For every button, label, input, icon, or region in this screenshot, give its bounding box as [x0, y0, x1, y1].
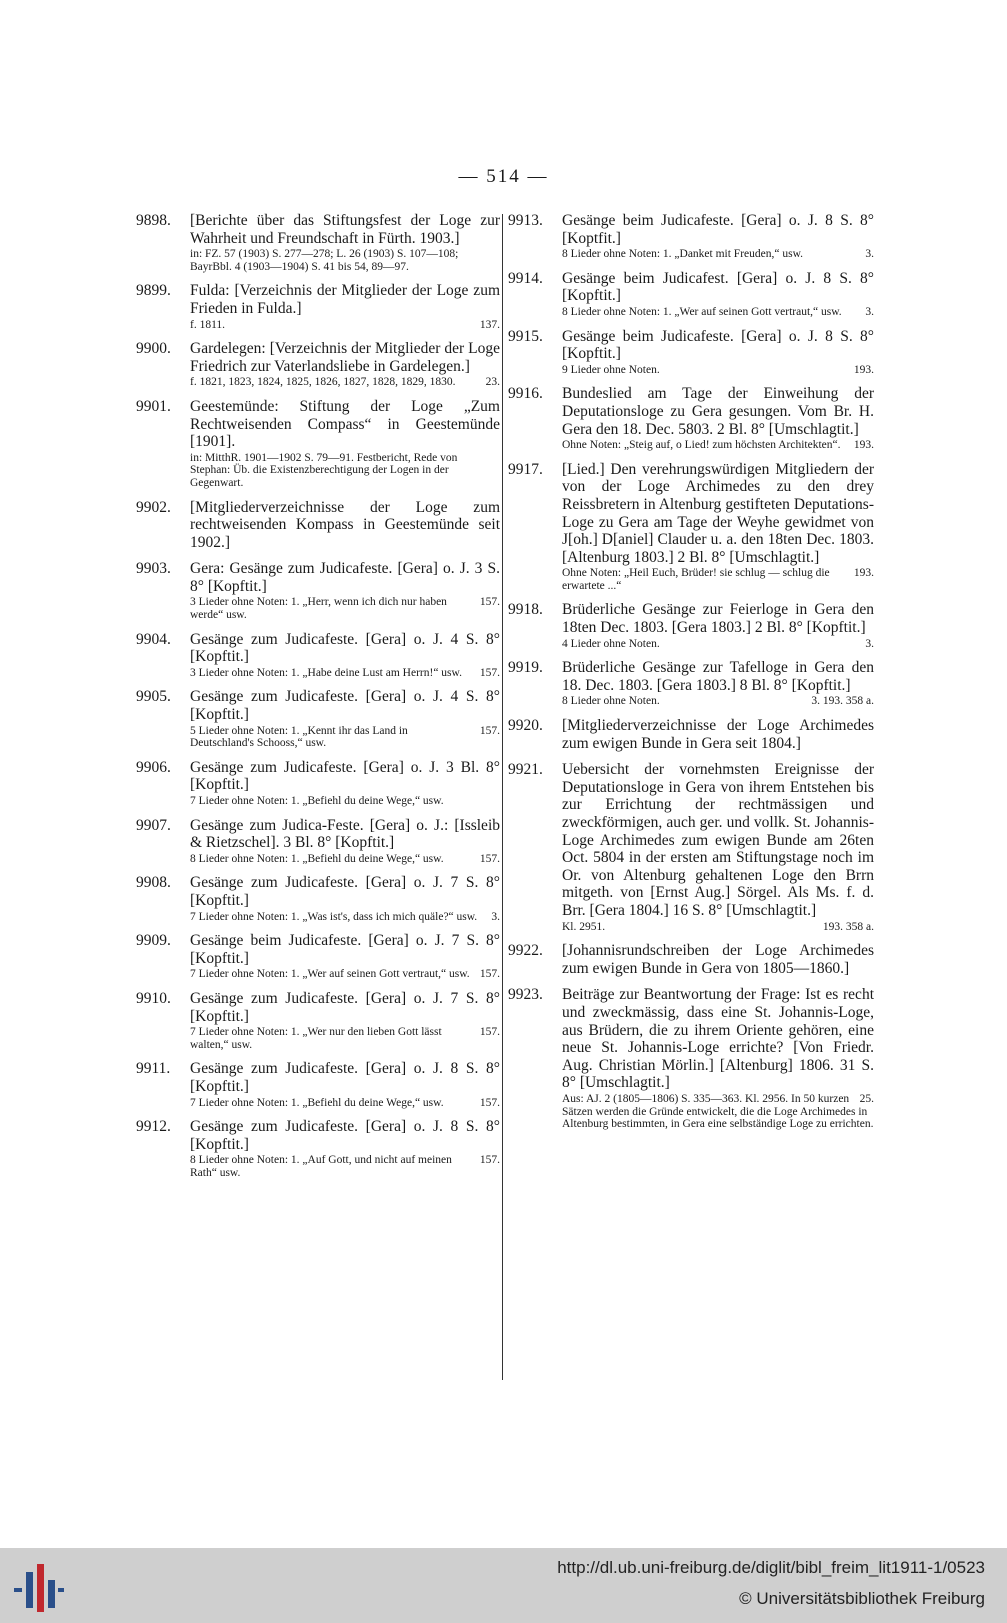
entry-title: Gesänge zum Judicafeste. [Gera] o. J. 8 S. 8° [Kopftit.]	[190, 1060, 500, 1095]
entry-note	[190, 248, 500, 273]
entry-reference: 157.	[479, 666, 500, 679]
catalog-entry	[508, 986, 874, 1130]
catalog-entry	[508, 942, 874, 977]
catalog-entry	[136, 631, 500, 680]
entry-note-text: 7 Lieder ohne Noten: 1. „Befiehl du deine Wege,“ usw.	[190, 795, 444, 807]
entry-note-text: 8 Lieder ohne Noten: 1. „Auf Gott, und nicht auf meinen Rath“ usw.	[190, 1154, 452, 1179]
entry-number: 9921.	[508, 761, 543, 779]
entry-note-text: in: MitthR. 1901—1902 S. 79—91. Festbericht, Rede von Stephan: Üb. die Existenzberechtigung der Logen in der Gegenwart.	[190, 451, 458, 489]
catalog-entry	[136, 874, 500, 923]
entry-number: 9918.	[508, 601, 543, 619]
entry-note	[562, 306, 874, 319]
entry-note	[190, 1154, 500, 1179]
entry-title: Geestemünde: Stiftung der Loge „Zum Rechtweisenden Compass“ in Geestemünde [1901].	[190, 397, 500, 451]
entry-note	[190, 667, 500, 680]
left-column	[136, 212, 500, 1188]
catalog-entry	[136, 932, 500, 981]
entry-reference: 3.	[491, 910, 500, 923]
catalog-entry	[508, 461, 874, 593]
entry-note-text: 7 Lieder ohne Noten: 1. „Wer auf seinen Gott vertraut,“ usw.	[190, 968, 470, 981]
entry-note-text: 8 Lieder ohne Noten.	[562, 695, 660, 708]
entry-note	[190, 853, 500, 866]
entry-reference: 157.	[479, 1154, 500, 1167]
entry-number: 9905.	[136, 688, 171, 706]
catalog-entry	[136, 1118, 500, 1179]
catalog-entry	[136, 688, 500, 749]
entry-number: 9919.	[508, 659, 543, 677]
entry-number: 9909.	[136, 932, 171, 950]
catalog-entry	[508, 717, 874, 752]
entry-title: [Johannisrundschreiben der Loge Archimedes zum ewigen Bunde in Gera von 1805—1860.]	[562, 942, 874, 977]
entry-reference: 3. 193. 358 a.	[811, 695, 874, 708]
ub-freiburg-logo-icon	[6, 1558, 66, 1614]
entry-note	[190, 596, 500, 621]
entry-number: 9899.	[136, 282, 171, 300]
entry-number: 9922.	[508, 942, 543, 960]
entry-reference: 157.	[479, 1096, 500, 1109]
entry-number: 9902.	[136, 498, 171, 516]
entry-title: Gesänge zum Judicafeste. [Gera] o. J. 7 S. 8° [Kopftit.]	[190, 874, 500, 909]
entry-reference: 193.	[853, 439, 874, 452]
entry-note-text: Ohne Noten: „Heil Euch, Brüder! sie schlug — schlug die erwartete ...“	[562, 567, 830, 592]
entry-number: 9915.	[508, 327, 543, 345]
catalog-entry	[136, 1060, 500, 1109]
entry-reference: 157.	[479, 596, 500, 609]
entry-title: [Mitgliederverzeichnisse der Loge zum rechtweisenden Kompass in Geestemünde seit 1902.]	[190, 498, 500, 551]
entry-reference: 193.	[853, 567, 874, 580]
entry-title: [Berichte über das Stiftungsfest der Loge zur Wahrheit und Freundschaft in Fürth. 1903.]	[190, 212, 500, 247]
entry-note-text: 8 Lieder ohne Noten: 1. „Danket mit Freuden,“ usw.	[562, 248, 804, 261]
entry-note	[562, 567, 874, 592]
entry-note-text: f. 1811.	[190, 318, 226, 331]
entry-number: 9913.	[508, 212, 543, 229]
entry-note-text: 8 Lieder ohne Noten: 1. „Wer auf seinen Gott vertraut,“ usw.	[562, 305, 842, 318]
catalog-entry	[508, 385, 874, 451]
entry-number: 9910.	[136, 989, 171, 1007]
catalog-entry	[508, 212, 874, 261]
catalog-entry	[136, 212, 500, 273]
entry-note	[562, 248, 874, 261]
entry-note-text: 7 Lieder ohne Noten: 1. „Wer nur den lieben Gott lässt walten,“ usw.	[190, 1026, 442, 1051]
entry-note	[190, 319, 500, 332]
entry-reference: 193.	[853, 363, 874, 376]
entry-number: 9912.	[136, 1118, 171, 1136]
entry-title: Fulda: [Verzeichnis der Mitglieder der Loge zum Frieden in Fulda.]	[190, 282, 500, 317]
footer-url[interactable]: http://dl.ub.uni-freiburg.de/diglit/bibl_freim_lit1911-1/0523	[557, 1558, 985, 1577]
entry-reference: 193. 358 a.	[822, 920, 874, 933]
entry-title: [Mitgliederverzeichnisse der Loge Archimedes zum ewigen Bunde in Gera seit 1804.]	[562, 717, 874, 752]
column-divider	[502, 214, 503, 1380]
entry-note-text: 7 Lieder ohne Noten: 1. „Was ist's, dass ich mich quäle?“ usw.	[190, 910, 478, 923]
entry-note-text: 3 Lieder ohne Noten: 1. „Herr, wenn ich dich nur haben werde“ usw.	[190, 596, 447, 622]
catalog-entry	[508, 659, 874, 708]
entry-reference: 3.	[865, 305, 874, 318]
catalog-entry	[508, 328, 874, 377]
entry-title: Brüderliche Gesänge zur Tafelloge in Gera den 18. Dec. 1803. [Gera 1803.] 8 Bl. 8° [Kopftit.]	[562, 659, 874, 694]
entry-note	[562, 638, 874, 651]
entry-number: 9916.	[508, 385, 543, 403]
catalog-entry	[136, 499, 500, 552]
entry-note	[190, 1026, 500, 1051]
entry-title: Gesänge zum Judicafeste. [Gera] o. J. 8 S. 8° [Kopftit.]	[190, 1118, 500, 1153]
catalog-entry	[136, 560, 500, 621]
entry-title: Gesänge beim Judicafest. [Gera] o. J. 8 S. 8° [Kopftit.]	[562, 269, 874, 305]
entry-number: 9898.	[136, 212, 171, 229]
entry-reference: 157.	[479, 724, 500, 737]
entry-reference: 3.	[865, 248, 874, 261]
entry-title: [Lied.] Den verehrungswürdigen Mitgliedern der von der Loge Archimedes zu den drey Reissbretern in Altenburg gestifteten Deputations-Loge zu Gera am Tage der Weyhe gewidmet von J[oh.] D[aniel] Clauder u. a. den 18ten Dec. 1803. [Altenburg 1803.] 2 Bl. 8° [Umschlagtit.]	[562, 460, 874, 566]
entry-note	[190, 452, 500, 490]
entry-title: Beiträge zur Beantwortung der Frage: Ist es recht und zweckmässig, dass eine St. Johannis-Loge, aus Brüdern, die zu ihrem Oriente gehören, eine neue St. Johannis-Loge errichte? [Von Friedr. Aug. Christian Mörlin.] [Altenburg] 1806. 31 S. 8° [Umschlagtit.]	[562, 986, 874, 1092]
entry-note	[190, 1097, 500, 1110]
entry-reference: 157.	[479, 968, 500, 981]
catalog-entry	[508, 761, 874, 933]
entry-note	[562, 439, 874, 452]
entry-title: Uebersicht der vornehmsten Ereignisse der Deputationsloge in Gera von ihrem Entstehen bis zur Errichtung der rechtmässigen und zweckförmigen, auch ger. und vollk. St. Johannis-Loge Archimedes zum ewigen Bunde am 26ten Oct. 5804 in der ersten am Stiftungstage noch im Or. von Altenburg gehaltenen Loge den Brrn mitgeth. von [Ernst Aug.] Sörgel. Als Ms. f. d. Brr. [Gera 1804.] 16 S. 8° [Umschlagtit.]	[562, 761, 874, 919]
entry-title: Gesänge zum Judicafeste. [Gera] o. J. 4 S. 8° [Kopftit.]	[190, 630, 500, 666]
entry-title: Gardelegen: [Verzeichnis der Mitglieder der Loge Friedrich zur Vaterlandsliebe in Gardelegen.]	[190, 340, 500, 375]
entry-number: 9911.	[136, 1060, 171, 1078]
entry-title: Bundeslied am Tage der Einweihung der Deputationsloge zu Gera gesungen. Vom Br. H. Gera den 18. Dec. 5803. 2 Bl. 8° [Umschlagtit.]	[562, 385, 874, 438]
entry-title: Gesänge beim Judicafeste. [Gera] o. J. 7 S. 8° [Kopftit.]	[190, 932, 500, 967]
catalog-entry	[508, 270, 874, 319]
entry-title: Gesänge zum Judica-Feste. [Gera] o. J.: [Issleib & Rietzschel]. 3 Bl. 8° [Kopftit.]	[190, 816, 500, 852]
entry-number: 9900.	[136, 340, 171, 358]
entry-title: Gesänge zum Judicafeste. [Gera] o. J. 7 S. 8° [Kopftit.]	[190, 989, 500, 1025]
entry-note-text: 8 Lieder ohne Noten: 1. „Befiehl du deine Wege,“ usw.	[190, 852, 444, 865]
entry-number: 9920.	[508, 717, 543, 735]
entry-note-text: 3 Lieder ohne Noten: 1. „Habe deine Lust am Herrn!“ usw.	[190, 666, 462, 679]
entry-reference: 25.	[859, 1092, 874, 1105]
entry-note	[562, 695, 874, 708]
entry-note	[190, 911, 500, 924]
entry-title: Gesänge zum Judicafeste. [Gera] o. J. 3 Bl. 8° [Kopftit.]	[190, 758, 500, 794]
footer-copyright: © Universitätsbibliothek Freiburg	[739, 1589, 985, 1608]
catalog-entry	[136, 282, 500, 331]
entry-number: 9907.	[136, 816, 171, 834]
entry-note-text: 7 Lieder ohne Noten: 1. „Befiehl du deine Wege,“ usw.	[190, 1096, 444, 1109]
entry-note	[562, 1093, 874, 1131]
entry-number: 9901.	[136, 397, 171, 415]
catalog-entry	[136, 759, 500, 808]
entry-note	[562, 921, 874, 934]
entry-number: 9903.	[136, 560, 171, 578]
entry-reference: 3.	[865, 637, 874, 650]
catalog-entry	[136, 340, 500, 389]
catalog-entry	[508, 601, 874, 650]
entry-number: 9906.	[136, 758, 171, 776]
entry-reference: 157.	[479, 852, 500, 865]
entry-note-text: Ohne Noten: „Steig auf, o Lied! zum höchsten Architekten“.	[562, 439, 841, 452]
entry-number: 9923.	[508, 986, 543, 1004]
entry-reference: 157.	[479, 1026, 500, 1039]
entry-title: Gesänge beim Judicafeste. [Gera] o. J. 8 S. 8° [Kopftit.]	[562, 327, 874, 363]
entry-note	[190, 376, 500, 389]
entry-reference: 137.	[479, 318, 500, 331]
entry-title: Gera: Gesänge zum Judicafeste. [Gera] o. J. 3 S. 8° [Kopftit.]	[190, 560, 500, 595]
entry-title: Gesänge zum Judicafeste. [Gera] o. J. 4 S. 8° [Kopftit.]	[190, 688, 500, 724]
entry-note	[190, 968, 500, 981]
entry-note-text: in: FZ. 57 (1903) S. 277—278; L. 26 (1903) S. 107—108; BayrBbl. 4 (1903—1904) S. 41 bis 54, 89—97.	[190, 248, 459, 273]
entry-note	[190, 795, 500, 808]
entry-note-text: 9 Lieder ohne Noten.	[562, 363, 660, 376]
entry-note-text: 5 Lieder ohne Noten: 1. „Kennt ihr das Land in Deutschland's Schooss,“ usw.	[190, 724, 408, 750]
entry-note-text: Aus: AJ. 2 (1805—1806) S. 335—363. Kl. 2956. In 50 kurzen Sätzen werden die Gründe entwickelt, die die Loge Archimedes in Altenburg bestimmten, in Gera eine selbständige Loge zu errichten.	[562, 1092, 874, 1131]
entry-number: 9908.	[136, 874, 171, 892]
entry-note-text: f. 1821, 1823, 1824, 1825, 1826, 1827, 1828, 1829, 1830.	[190, 376, 456, 389]
entry-note-text: 4 Lieder ohne Noten.	[562, 637, 660, 650]
entry-number: 9914.	[508, 269, 543, 287]
catalog-entry	[136, 398, 500, 490]
page-number: — 514 —	[458, 166, 549, 187]
catalog-entry	[136, 990, 500, 1051]
footer-bar	[0, 1548, 1007, 1623]
entry-title: Brüderliche Gesänge zur Feierloge in Gera den 18ten Dec. 1803. [Gera 1803.] 2 Bl. 8° [Kopftit.]	[562, 601, 874, 637]
entry-title: Gesänge beim Judicafeste. [Gera] o. J. 8 S. 8° [Koptfit.]	[562, 212, 874, 247]
entry-note	[562, 364, 874, 377]
entry-reference: 23.	[485, 376, 500, 389]
right-column	[508, 212, 874, 1140]
entry-note-text: Kl. 2951.	[562, 920, 606, 933]
entry-number: 9917.	[508, 460, 543, 478]
entry-note	[190, 725, 500, 750]
entry-number: 9904.	[136, 630, 171, 648]
catalog-entry	[136, 817, 500, 866]
